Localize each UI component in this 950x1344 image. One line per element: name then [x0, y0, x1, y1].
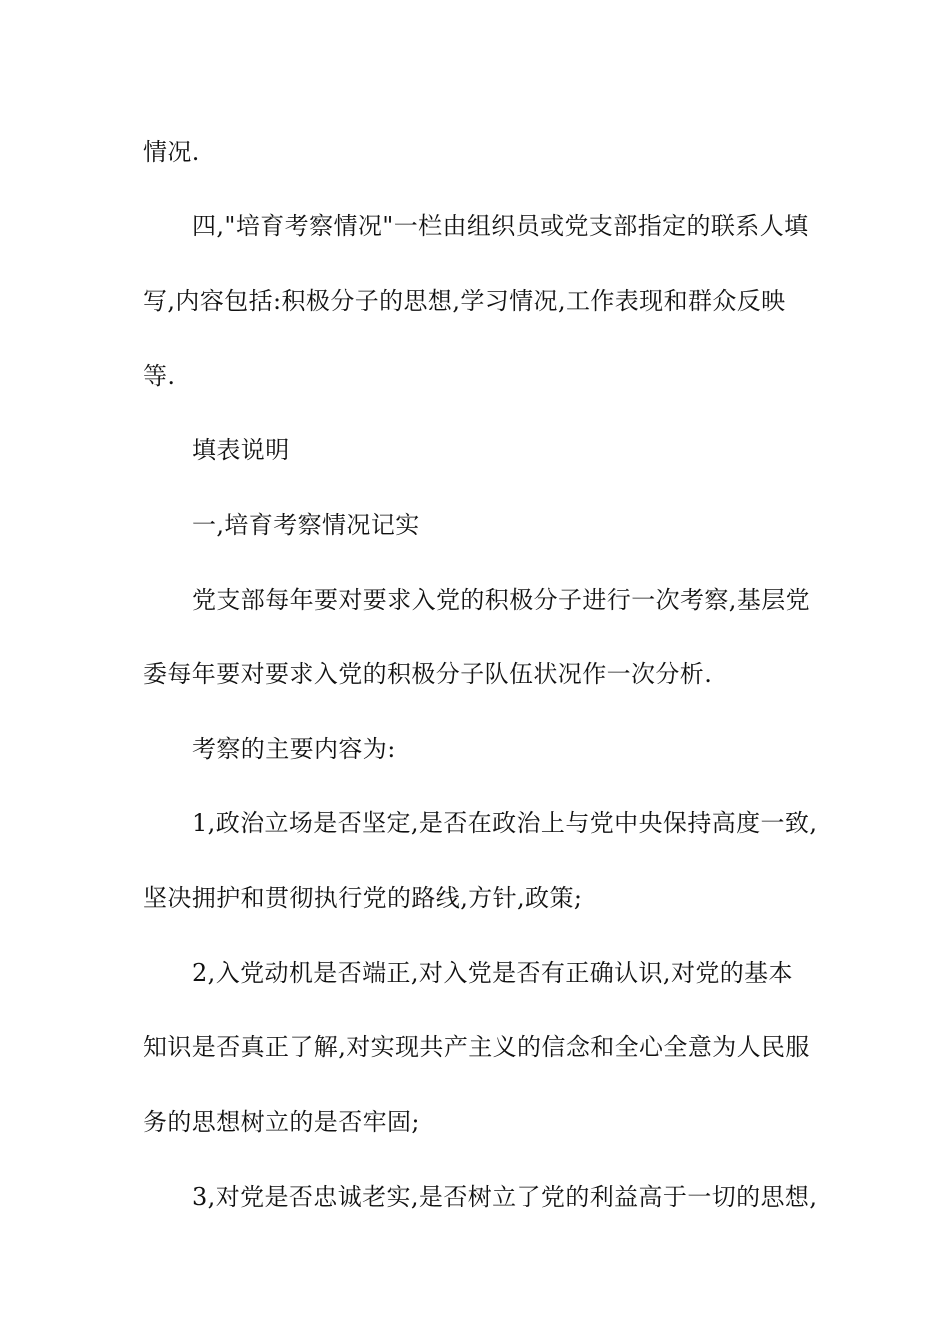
- text-line: 等.: [143, 362, 176, 390]
- text-line: 四,"培育考察情况"一栏由组织员或党支部指定的联系人填: [192, 212, 809, 240]
- subsection-heading: 一,培育考察情况记实: [192, 511, 420, 539]
- list-item-text: 坚决拥护和贯彻执行党的路线,方针,政策;: [143, 884, 583, 912]
- text-line: 委每年要对要求入党的积极分子队伍状况作一次分析.: [143, 660, 713, 688]
- list-item-text: 2,入党动机是否端正,对入党是否有正确认识,对党的基本: [192, 959, 793, 987]
- list-item-text: 3,对党是否忠诚老实,是否树立了党的利益高于一切的思想,: [192, 1183, 818, 1211]
- list-item-text: 1,政治立场是否坚定,是否在政治上与党中央保持高度一致,: [192, 809, 818, 837]
- section-heading: 填表说明: [192, 436, 290, 464]
- text-line: 党支部每年要对要求入党的积极分子进行一次考察,基层党: [192, 586, 811, 614]
- text-line: 考察的主要内容为:: [192, 735, 396, 763]
- text-line: 情况.: [143, 138, 200, 166]
- text-line: 写,内容包括:积极分子的思想,学习情况,工作表现和群众反映: [143, 287, 786, 315]
- list-item-text: 知识是否真正了解,对实现共产主义的信念和全心全意为人民服: [143, 1033, 810, 1061]
- list-item-text: 务的思想树立的是否牢固;: [143, 1108, 420, 1136]
